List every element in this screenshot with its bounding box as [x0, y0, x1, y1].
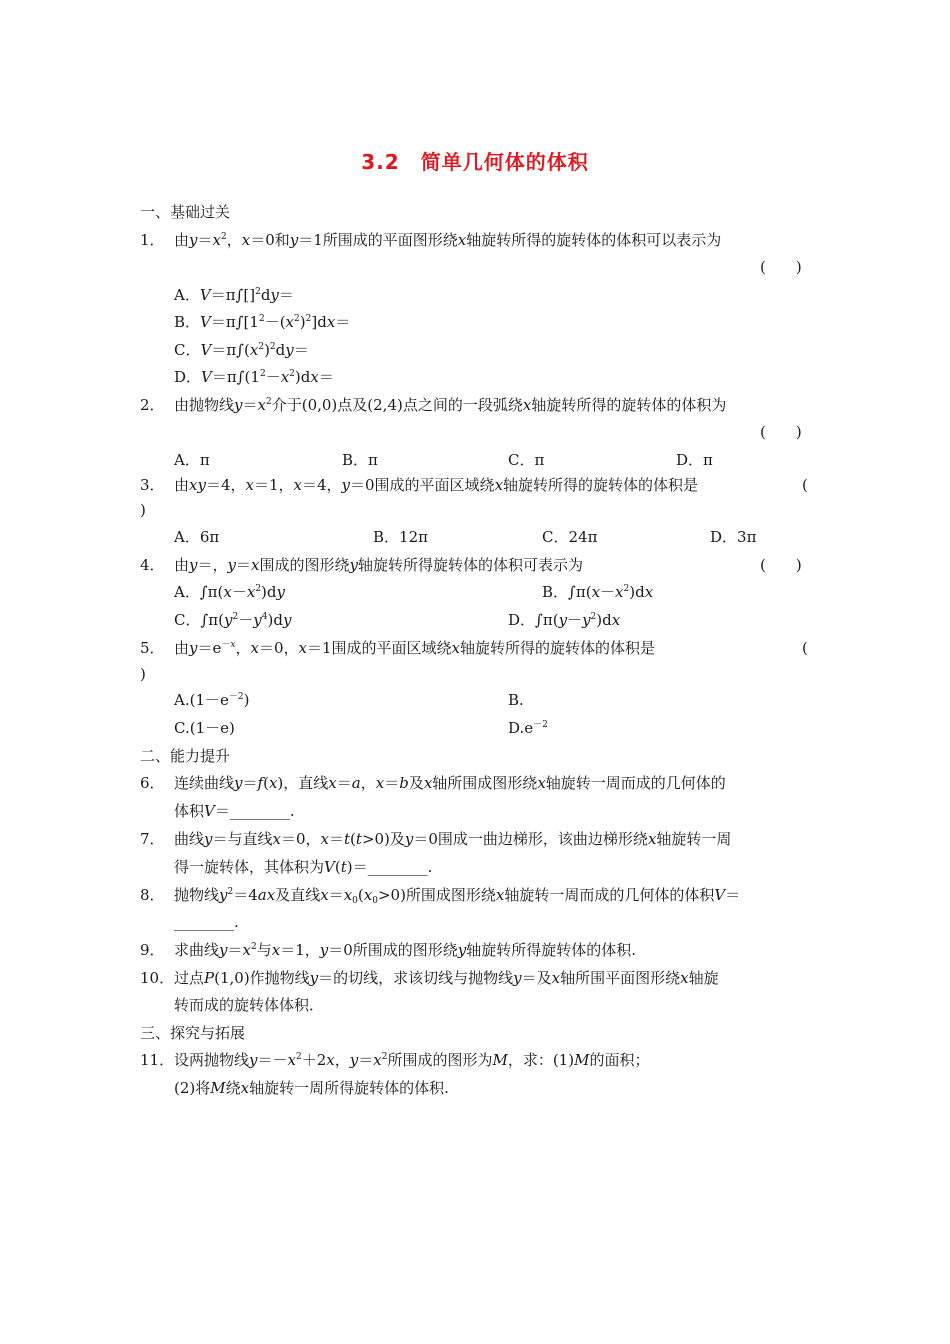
section-heading-ability: 二、能力提升 — [140, 747, 231, 765]
question-3-option-c: C．24π — [542, 528, 598, 546]
question-8-text: 抛物线$y^2=4ax$及直线$x=x_0(x_0>0)$所围成图形绕x轴旋转一周而成的几何体的体积V＝ — [174, 886, 741, 906]
question-2-number: 2． — [140, 396, 165, 414]
question-3-number: 3． — [140, 476, 165, 494]
question-1-text: 由$y=x^2$，x＝0和y＝1所围成的平面图形绕x轴旋转所得的旋转体的体积可以表示为 — [174, 231, 722, 249]
answer-bracket: ( ) — [760, 258, 802, 276]
question-4-option-d: D．$\int\pi(y-y^2)dx$ — [508, 611, 621, 629]
question-8-text-line2: ________. — [174, 913, 239, 931]
question-4-number: 4． — [140, 556, 165, 574]
answer-bracket: ( ) — [760, 423, 802, 441]
page-title: 3.2 简单几何体的体积 — [361, 150, 589, 174]
question-10-number: 10． — [140, 969, 175, 987]
question-5-option-d: $D.e^{-2}$ — [508, 719, 548, 737]
question-1-option-c: C．$V=\pi\int(x^2)^2dy=$ — [174, 341, 309, 359]
question-7-number: 7． — [140, 830, 165, 848]
question-5-option-b: B. — [508, 691, 524, 709]
question-3-option-a: A．6π — [174, 528, 220, 546]
question-11-number: 11． — [140, 1051, 175, 1069]
question-7-text-line2: 得一旋转体，其体积为V(t)＝________. — [174, 858, 433, 876]
question-2-option-a: A．π — [174, 451, 210, 469]
question-1-option-b: B．$V=\pi\int[1^2-(x^2)^2]dx=$ — [174, 313, 351, 331]
question-11-text: 设两抛物线$y=-x^2+2x$，$y=x^2$所围成的图形为M，求：(1)M的面积； — [174, 1051, 650, 1069]
question-2-option-b: B．π — [342, 451, 378, 469]
question-6-number: 6． — [140, 774, 165, 792]
question-7-text: 曲线y＝与直线x＝0，x＝t(t>0)及y＝0围成一曲边梯形，该曲边梯形绕x轴旋转一周 — [174, 830, 732, 848]
question-5-option-c: C.(1－e) — [174, 719, 235, 737]
question-9-text: 求曲线$y=x^2$与x＝1，y＝0所围成的图形绕y轴旋转所得旋转体的体积. — [174, 941, 637, 959]
question-1-option-a: A．V＝π∫[]$^2$dy＝ — [174, 286, 294, 304]
bracket-open: ( — [802, 476, 808, 494]
question-5-number: 5． — [140, 639, 165, 657]
question-4-text: 由y＝，y＝x围成的图形绕y轴旋转所得旋转体的体积可表示为 — [174, 556, 583, 574]
question-6-text-line2: 体积V＝________. — [174, 802, 295, 820]
question-8-number: 8． — [140, 886, 165, 904]
question-5-text: 由$y=e^{-x}$，x＝0，x＝1围成的平面区域绕x轴旋转所得的旋转体的体积是 — [174, 639, 656, 657]
question-1-number: 1． — [140, 231, 165, 249]
bracket-close: ) — [140, 501, 146, 519]
question-5-option-a: $A.(1-e^{-2})$ — [174, 691, 250, 709]
question-6-text: 连续曲线y＝f(x)，直线x＝a，x＝b及x轴所围成图形绕x轴旋转一周而成的几何体的 — [174, 774, 726, 792]
question-10-text-line2: 转而成的旋转体体积． — [174, 996, 325, 1014]
bracket-close: ) — [140, 665, 146, 683]
section-heading-basic: 一、基础过关 — [140, 203, 231, 221]
question-2-option-c: C．π — [508, 451, 545, 469]
question-4-option-b: B．$\int\pi(x-x^2)dx$ — [542, 583, 654, 601]
question-2-text: 由抛物线$y=x^2$介于(0,0)点及(2,4)点之间的一段弧绕x轴旋转所得的旋转体的体积为 — [174, 396, 727, 414]
bracket-open: ( — [802, 639, 808, 657]
question-3-option-b: B．12π — [373, 528, 428, 546]
question-10-text: 过点P(1,0)作抛物线y＝的切线，求该切线与抛物线y＝及x轴所围平面图形绕x轴旋 — [174, 969, 719, 987]
question-4-option-a: A．$\int\pi(x-x^2)dy$ — [174, 583, 285, 601]
question-4-option-c: C．$\int\pi(y^2-y^4)dy$ — [174, 611, 292, 629]
question-9-number: 9． — [140, 941, 165, 959]
answer-bracket: ( ) — [760, 556, 802, 574]
question-2-option-d: D．π — [676, 451, 713, 469]
question-1-option-d: D．$V=\pi\int(1^2-x^2)dx=$ — [174, 368, 334, 386]
section-heading-explore: 三、探究与拓展 — [140, 1024, 246, 1042]
question-11-text-line2: (2)将M绕x轴旋转一周所得旋转体的体积. — [174, 1079, 449, 1097]
question-3-text: 由xy＝4，x＝1，x＝4，y＝0围成的平面区域绕x轴旋转所得的旋转体的体积是 — [174, 476, 699, 494]
question-3-option-d: D．3π — [710, 528, 757, 546]
